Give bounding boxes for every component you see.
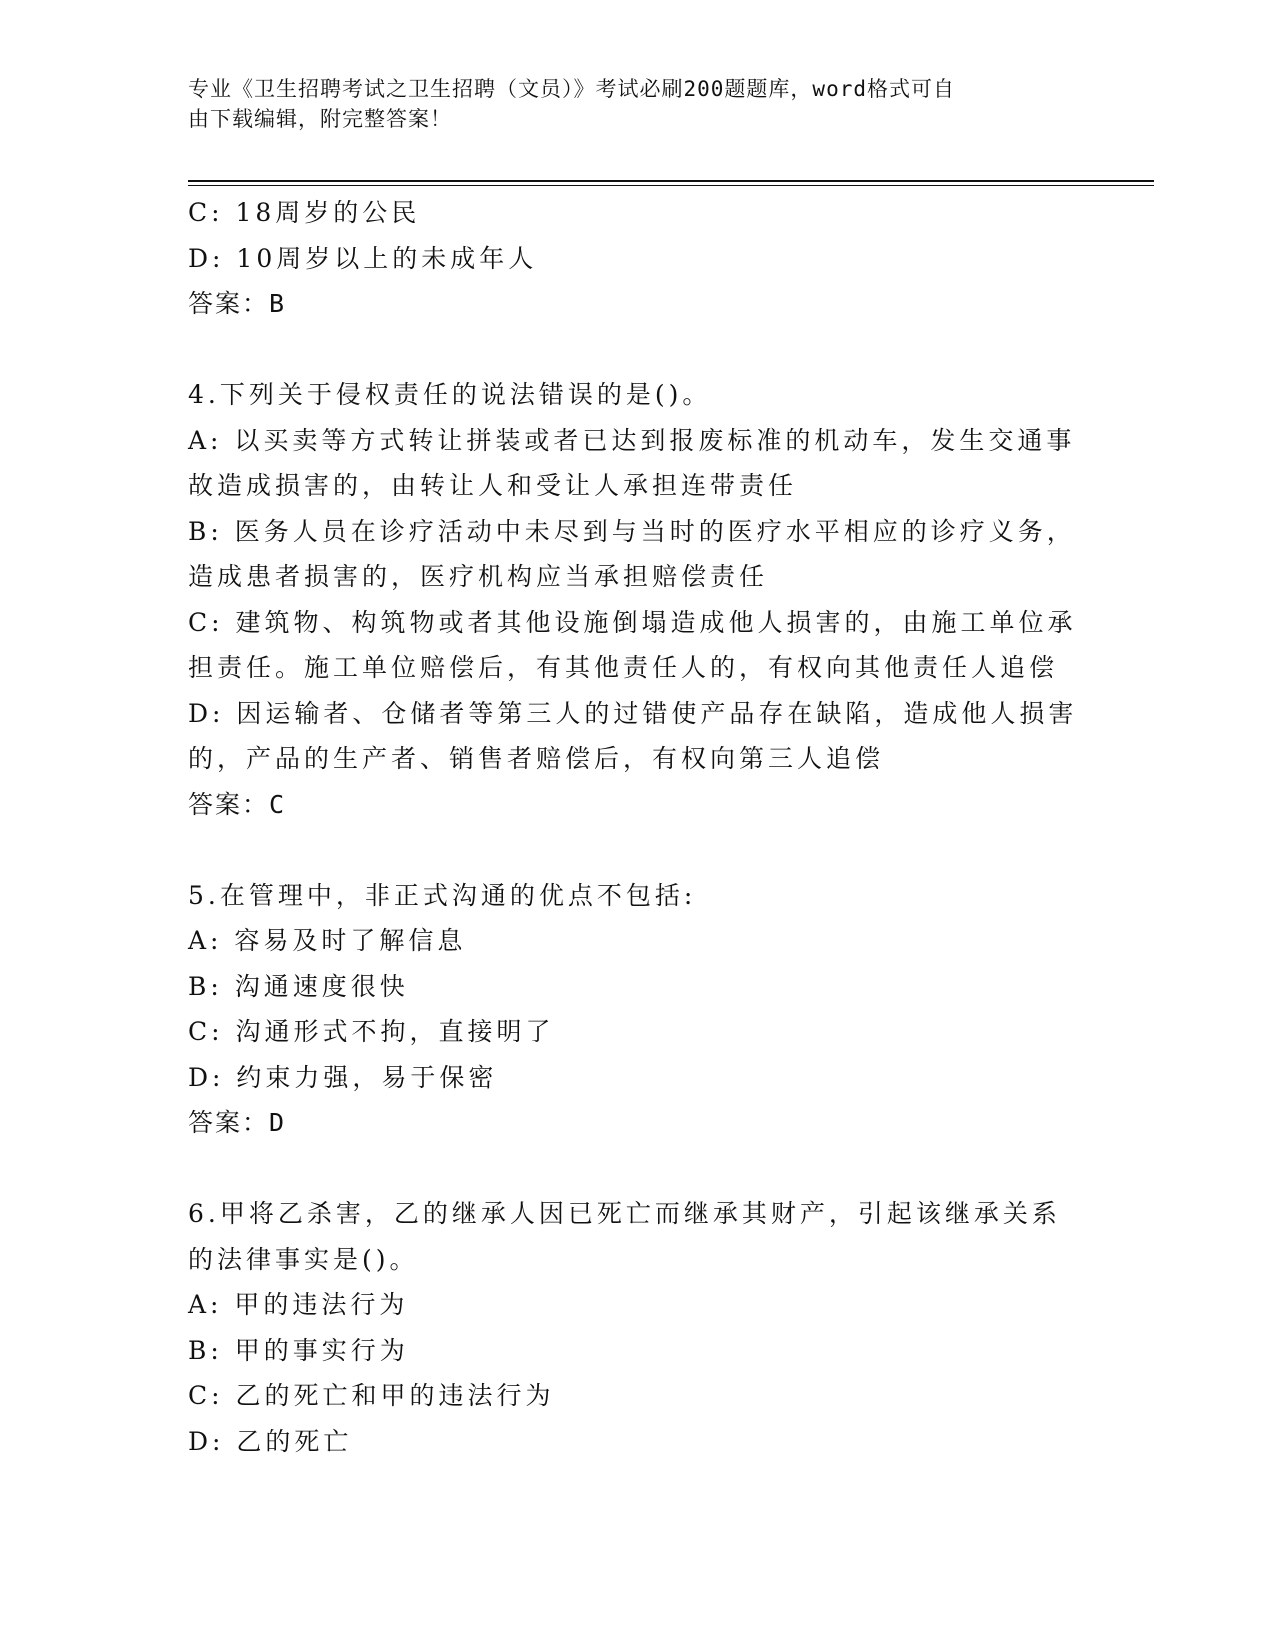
option-d: D: 乙的死亡: [188, 1426, 353, 1456]
answer-text: 答案：D: [188, 1108, 287, 1137]
question-5: [188, 873, 1088, 1146]
question-stem: 6.甲将乙杀害，乙的继承人因已死亡而继承其财产，引起该继承关系: [188, 1199, 1061, 1228]
option-c: C: 18周岁的公民: [188, 198, 421, 227]
option-b-continued: 造成患者损害的，医疗机构应当承担赔偿责任: [188, 562, 769, 591]
question-spacer: [188, 327, 1088, 373]
question-6: [188, 1191, 1088, 1464]
option-d: D: 约束力强，易于保密: [188, 1062, 498, 1092]
question-spacer: [188, 1146, 1088, 1192]
document-header: [188, 74, 1068, 134]
option-a: A: 容易及时了解信息: [188, 926, 467, 955]
option-d: D: 10周岁以上的未成年人: [188, 243, 538, 273]
option-c: C: 乙的死亡和甲的违法行为: [188, 1381, 555, 1410]
question-stem: 5.在管理中，非正式沟通的优点不包括:: [188, 880, 697, 910]
header-divider-thick: [188, 180, 1154, 182]
option-d: D: 因运输者、仓储者等第三人的过错使产品存在缺陷，造成他人损害: [188, 698, 1078, 728]
question-stem-continued: 的法律事实是()。: [188, 1244, 419, 1274]
answer-text: 答案：C: [188, 789, 287, 819]
header-line-1: 专业《卫生招聘考试之卫生招聘（文员）》考试必刷200题题库，word格式可自: [188, 77, 955, 101]
option-a: A: 甲的违法行为: [188, 1290, 409, 1319]
question-3-tail: [188, 190, 1088, 327]
option-a-continued: 故造成损害的，由转让人和受让人承担连带责任: [188, 471, 798, 500]
option-d-continued: 的，产品的生产者、销售者赔偿后，有权向第三人追偿: [188, 744, 885, 773]
header-divider-thin: [188, 185, 1154, 186]
question-4: [188, 372, 1088, 827]
option-b: B: 甲的事实行为: [188, 1335, 409, 1365]
option-b: B: 沟通速度很快: [188, 971, 409, 1001]
option-a: A: 以买卖等方式转让拼装或者已达到报废标准的机动车，发生交通事: [188, 425, 1076, 455]
option-b: B: 医务人员在诊疗活动中未尽到与当时的医疗水平相应的诊疗义务，: [188, 516, 1076, 546]
option-c: C: 沟通形式不拘，直接明了: [188, 1017, 555, 1046]
answer-text: 答案：B: [188, 289, 287, 318]
question-spacer: [188, 827, 1088, 873]
option-c: C: 建筑物、构筑物或者其他设施倒塌造成他人损害的，由施工单位承: [188, 607, 1077, 637]
header-line-2: 由下载编辑，附完整答案！: [188, 107, 452, 131]
question-stem: 4.下列关于侵权责任的说法错误的是()。: [188, 380, 712, 409]
option-c-continued: 担责任。施工单位赔偿后，有其他责任人的，有权向其他责任人追偿: [188, 653, 1059, 682]
document-body: [188, 190, 1088, 1464]
